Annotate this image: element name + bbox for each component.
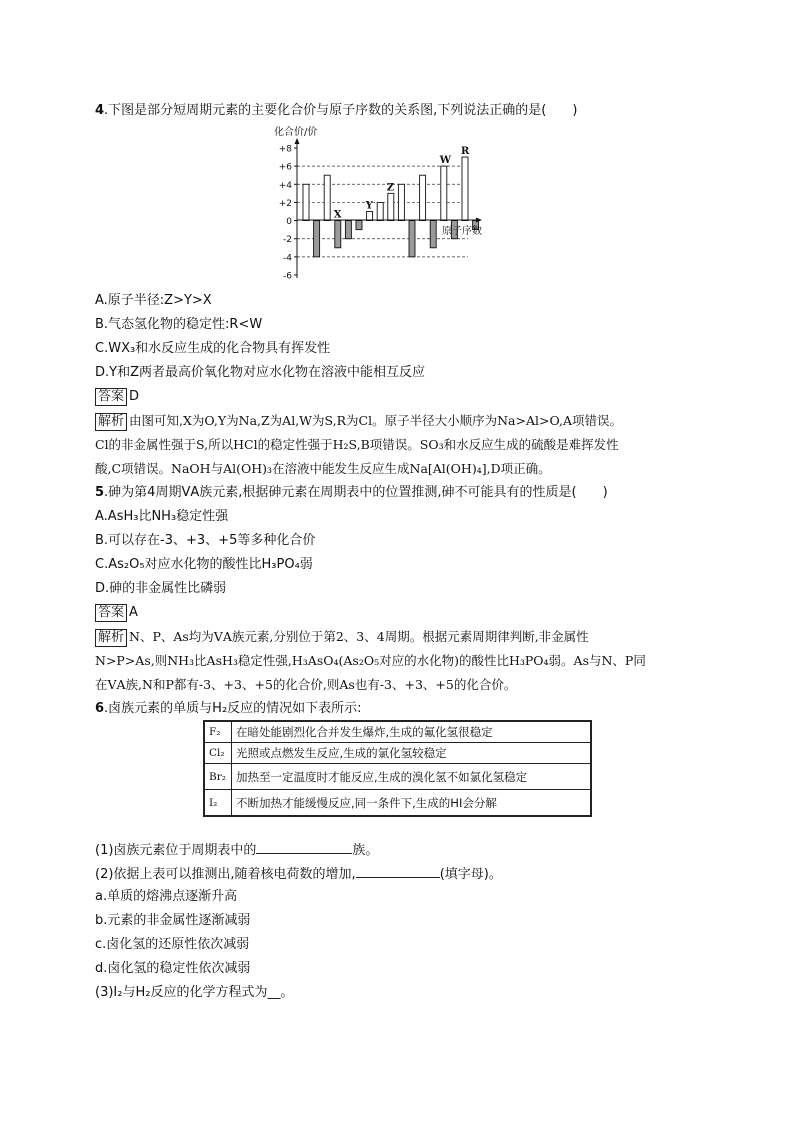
valence-bar [303, 184, 309, 220]
table-cell-element: Cl₂ [204, 743, 232, 764]
q5-analysis-line: N>P>As,则NH₃比AsH₃稳定性强,H₃AsO₄(As₂O₅对应的水化物)的酸性比H₃PO₄弱。As与N、P同 [95, 653, 646, 668]
q6-sub3: (3)I₂与H₂反应的化学方程式为__。 [95, 985, 294, 1000]
q4-option-d: D.Y和Z两者最高价氧化物对应水化物在溶液中能相互反应 [95, 365, 425, 380]
valence-bar [398, 184, 404, 220]
y-tick-label: 0 [286, 217, 292, 228]
answer-tag: 答案 [95, 388, 127, 406]
valence-chart [270, 126, 500, 282]
point-label: X [333, 209, 342, 221]
y-axis-arrow [295, 138, 300, 144]
chart-xlabel: 原子序数 [442, 226, 482, 237]
chart-ylabel: 化合价/价 [274, 127, 318, 138]
q4-analysis-line: 酸,C项错误。NaOH与Al(OH)₃在溶液中能发生反应生成Na[Al(OH)₄],D项正确。 [95, 461, 551, 476]
valence-bar [324, 175, 330, 220]
q6-sub2-text: (2)依据上表可以推测出,随着核电荷数的增加, [95, 867, 356, 882]
point-label: R [461, 146, 470, 158]
y-tick-label: -6 [283, 271, 292, 282]
table-cell-description: 在暗处能剧烈化合并发生爆炸,生成的氟化氢很稳定 [232, 721, 592, 743]
y-tick-label: +6 [278, 162, 292, 173]
valence-bar [367, 212, 373, 221]
q4-number: 4 [95, 103, 105, 118]
q4-stem-text: .下图是部分短周期元素的主要化合价与原子序数的关系图,下列说法正确的是( ) [104, 103, 578, 118]
q5-option-a: A.AsH₃比NH₃稳定性强 [95, 509, 229, 524]
q6-choice-b: b.元素的非金属性逐渐减弱 [95, 913, 251, 928]
table-cell-element: F₂ [204, 721, 232, 743]
q6-number: 6 [95, 701, 105, 716]
valence-bar [462, 157, 468, 221]
point-label: Z [386, 182, 395, 194]
y-tick-label: -2 [283, 235, 292, 246]
table-row [204, 790, 591, 817]
q6-stem-text: .卤族元素的单质与H₂反应的情况如下表所示: [104, 701, 362, 716]
valence-bar [430, 221, 436, 248]
q5-analysis-line: 在ⅤA族,N和P都有-3、+3、+5的化合价,则As也有-3、+3、+5的化合价。 [95, 677, 517, 692]
q5-stem [95, 484, 608, 502]
q5-answer [95, 604, 138, 622]
valence-bar [356, 221, 362, 230]
valence-bar [335, 221, 341, 248]
table-row [204, 764, 591, 790]
valence-bar [420, 175, 426, 220]
q5-answer-value: A [129, 605, 138, 620]
answer-tag: 答案 [95, 604, 127, 622]
q4-option-c: C.WX₃和水反应生成的化合物具有挥发性 [95, 341, 331, 356]
q6-choice-a: a.单质的熔沸点逐渐升高 [95, 889, 238, 904]
q4-stem [95, 102, 577, 120]
q6-choice-d: d.卤化氢的稳定性依次减弱 [95, 961, 251, 976]
table-row [204, 721, 591, 743]
analysis-tag: 解析 [95, 413, 127, 431]
q6-sub2 [95, 864, 502, 884]
q6-sub1-text: (1)卤族元素位于周期表中的 [95, 843, 257, 858]
y-tick-label: -4 [283, 253, 292, 264]
table-cell-description: 加热至一定温度时才能反应,生成的溴化氢不如氯化氢稳定 [232, 764, 592, 790]
valence-bar [345, 221, 351, 239]
fill-blank[interactable] [356, 864, 440, 878]
q6-sub1 [95, 840, 378, 860]
q5-analysis-line [95, 628, 589, 647]
valence-bar [441, 166, 447, 220]
y-tick-label: +8 [278, 144, 292, 155]
table-cell-element: I₂ [204, 790, 232, 817]
table-row [204, 743, 591, 764]
q5-number: 5 [95, 485, 105, 500]
point-label: W [439, 155, 452, 167]
y-tick-label: +2 [278, 198, 292, 209]
q6-sub1-suffix: 族。 [352, 843, 379, 858]
fill-blank[interactable] [256, 840, 352, 854]
q5-option-b: B.可以存在-3、+3、+5等多种化合价 [95, 533, 316, 548]
q4-analysis-line [95, 412, 622, 431]
table-cell-description: 光照或点燃发生反应,生成的氯化氢较稳定 [232, 743, 592, 764]
valence-bar [388, 193, 394, 220]
q4-analysis-line: Cl的非金属性强于S,所以HCl的稳定性强于H₂S,B项错误。SO₃和水反应生成的硫酸是难挥发性 [95, 437, 619, 452]
table-cell-description: 不断加热才能缓慢反应,同一条件下,生成的HI会分解 [232, 790, 592, 817]
q4-answer [95, 388, 139, 406]
q6-sub2-suffix: (填字母)。 [439, 867, 502, 882]
valence-bar [409, 221, 415, 257]
valence-bar [314, 221, 320, 257]
table-cell-element: Br₂ [204, 764, 232, 790]
q4-analysis-text-1: 由图可知,X为O,Y为Na,Z为Al,W为S,R为Cl。原子半径大小顺序为Na>Al>O,A项错误。 [129, 413, 622, 428]
q5-option-d: D.砷的非金属性比磷弱 [95, 581, 227, 596]
q6-choice-c: c.卤化氢的还原性依次减弱 [95, 937, 250, 952]
q5-analysis-text-1: N、P、As均为ⅤA族元素,分别位于第2、3、4周期。根据元素周期律判断,非金属性 [129, 629, 589, 644]
halogen-table [203, 720, 592, 817]
q6-stem [95, 700, 362, 718]
q4-option-a: A.原子半径:Z>Y>X [95, 293, 212, 308]
point-label: Y [365, 200, 373, 212]
q5-option-c: C.As₂O₅对应水化物的酸性比H₃PO₄弱 [95, 557, 313, 572]
q5-stem-text: .砷为第4周期ⅤA族元素,根据砷元素在周期表中的位置推测,砷不可能具有的性质是( ) [104, 485, 608, 500]
y-tick-label: +4 [278, 180, 292, 191]
analysis-tag: 解析 [95, 629, 127, 647]
q4-option-b: B.气态氢化物的稳定性:R<W [95, 317, 263, 332]
valence-bar [377, 202, 383, 220]
q4-answer-value: D [129, 389, 140, 404]
